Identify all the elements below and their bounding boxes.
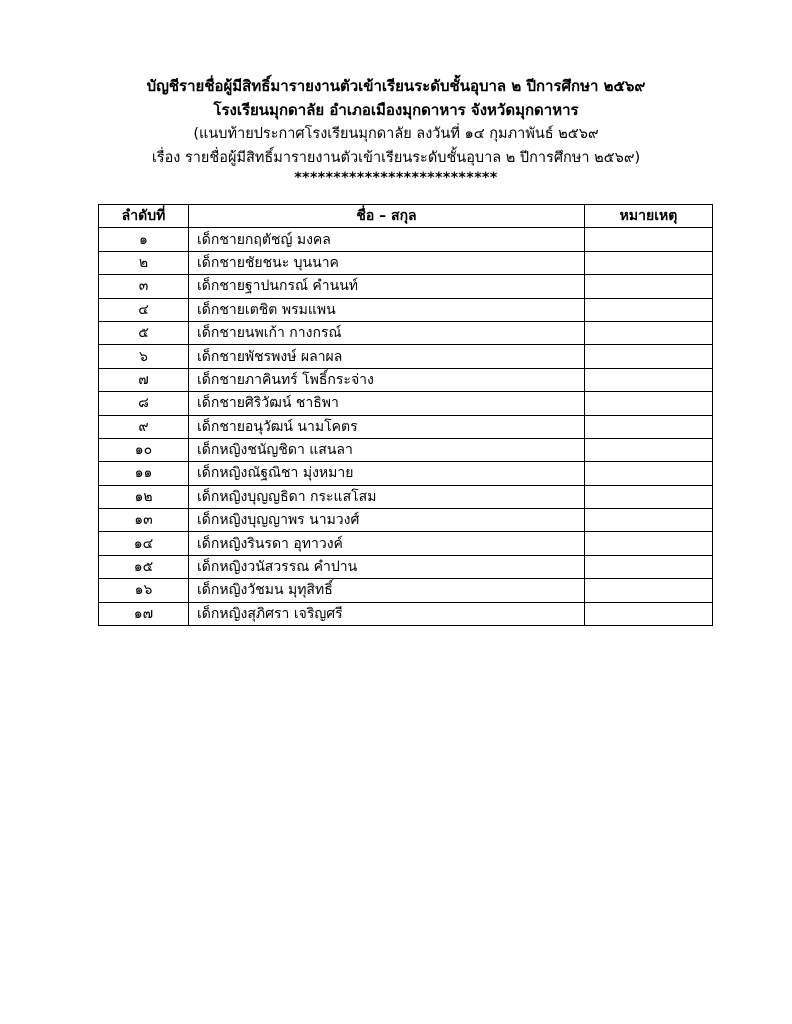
announcement-reference: (แนบท้ายประกาศโรงเรียนมุกดาลัย ลงวันที่ ๑๔ กุมภาพันธ์ ๒๕๖๙ bbox=[193, 126, 599, 142]
student-list-table bbox=[98, 204, 713, 626]
remarks-cell bbox=[585, 509, 713, 532]
table-row bbox=[99, 415, 713, 438]
student-name: เด็กหญิงบุญญธิดา กระแสโสม bbox=[189, 485, 585, 508]
remarks-cell bbox=[585, 532, 713, 555]
table-row bbox=[99, 251, 713, 274]
document-header bbox=[0, 74, 792, 190]
table-row bbox=[99, 275, 713, 298]
table-header bbox=[99, 205, 713, 228]
student-name: เด็กหญิงบุญญาพร นามวงศ์ bbox=[189, 509, 585, 532]
separator-stars: ************************** bbox=[294, 170, 498, 186]
remarks-cell bbox=[585, 438, 713, 461]
row-number: ๑๑ bbox=[99, 462, 189, 485]
remarks-cell bbox=[585, 415, 713, 438]
student-name: เด็กหญิงวัชมน มุทุสิทธิ์ bbox=[189, 579, 585, 602]
student-name: เด็กชายภาคินทร์ โพธิ์กระจ่าง bbox=[189, 368, 585, 391]
row-number: ๘ bbox=[99, 392, 189, 415]
row-number: ๓ bbox=[99, 275, 189, 298]
column-header-number: ลำดับที่ bbox=[99, 205, 189, 228]
table-row bbox=[99, 392, 713, 415]
remarks-cell bbox=[585, 579, 713, 602]
row-number: ๑๓ bbox=[99, 509, 189, 532]
table-row bbox=[99, 509, 713, 532]
row-number: ๑๔ bbox=[99, 532, 189, 555]
table-row bbox=[99, 485, 713, 508]
student-name: เด็กหญิงรินรดา อุทาวงค์ bbox=[189, 532, 585, 555]
remarks-cell bbox=[585, 321, 713, 344]
table-row bbox=[99, 321, 713, 344]
table-row bbox=[99, 555, 713, 578]
remarks-cell bbox=[585, 251, 713, 274]
remarks-cell bbox=[585, 368, 713, 391]
table-row bbox=[99, 602, 713, 625]
column-header-remarks: หมายเหตุ bbox=[585, 205, 713, 228]
row-number: ๕ bbox=[99, 321, 189, 344]
remarks-cell bbox=[585, 298, 713, 321]
remarks-cell bbox=[585, 345, 713, 368]
table-row bbox=[99, 368, 713, 391]
student-name: เด็กชายอนุวัฒน์ นามโคตร bbox=[189, 415, 585, 438]
table-row bbox=[99, 438, 713, 461]
document-title: บัญชีรายชื่อผู้มีสิทธิ์มารายงานตัวเข้าเรียนระดับชั้นอุบาล ๒ ปีการศึกษา ๒๕๖๙ bbox=[146, 77, 646, 95]
header-row bbox=[99, 205, 713, 228]
row-number: ๑๖ bbox=[99, 579, 189, 602]
remarks-cell bbox=[585, 462, 713, 485]
school-name: โรงเรียนมุกดาลัย อำเภอเมืองมุกดาหาร จังหวัดมุกดาหาร bbox=[213, 101, 579, 119]
student-name: เด็กหญิงณัฐณิชา มุ่งหมาย bbox=[189, 462, 585, 485]
table-row bbox=[99, 579, 713, 602]
row-number: ๑๒ bbox=[99, 485, 189, 508]
row-number: ๑ bbox=[99, 228, 189, 251]
table-row bbox=[99, 228, 713, 251]
remarks-cell bbox=[585, 228, 713, 251]
row-number: ๗ bbox=[99, 368, 189, 391]
student-name: เด็กชายศิริวัฒน์ ชาธิพา bbox=[189, 392, 585, 415]
student-name: เด็กชายเตชิต พรมแพน bbox=[189, 298, 585, 321]
student-name: เด็กหญิงชนัญชิดา แสนลา bbox=[189, 438, 585, 461]
student-name: เด็กหญิงสุภิศรา เจริญศรี bbox=[189, 602, 585, 625]
student-name: เด็กหญิงวนัสวรรณ คำปาน bbox=[189, 555, 585, 578]
table-row bbox=[99, 532, 713, 555]
student-name: เด็กชายชัยชนะ บุนนาค bbox=[189, 251, 585, 274]
row-number: ๔ bbox=[99, 298, 189, 321]
row-number: ๑๐ bbox=[99, 438, 189, 461]
student-name: เด็กชายฐาปนกรณ์ คำนนท์ bbox=[189, 275, 585, 298]
student-name: เด็กชายกฤตัชญ์ มงคล bbox=[189, 228, 585, 251]
student-name: เด็กชายพัชรพงษ์ ผลาผล bbox=[189, 345, 585, 368]
table-body bbox=[99, 228, 713, 626]
row-number: ๑๗ bbox=[99, 602, 189, 625]
table-row bbox=[99, 298, 713, 321]
table-row bbox=[99, 345, 713, 368]
remarks-cell bbox=[585, 485, 713, 508]
column-header-name: ชื่อ – สกุล bbox=[189, 205, 585, 228]
announcement-subject: เรื่อง รายชื่อผู้มีสิทธิ์มารายงานตัวเข้าเรียนระดับชั้นอุบาล ๒ ปีการศึกษา ๒๕๖๙) bbox=[151, 150, 641, 166]
row-number: ๑๕ bbox=[99, 555, 189, 578]
table-row bbox=[99, 462, 713, 485]
remarks-cell bbox=[585, 275, 713, 298]
row-number: ๒ bbox=[99, 251, 189, 274]
row-number: ๖ bbox=[99, 345, 189, 368]
student-name: เด็กชายนพเก้า กางกรณ์ bbox=[189, 321, 585, 344]
remarks-cell bbox=[585, 555, 713, 578]
remarks-cell bbox=[585, 602, 713, 625]
row-number: ๙ bbox=[99, 415, 189, 438]
remarks-cell bbox=[585, 392, 713, 415]
